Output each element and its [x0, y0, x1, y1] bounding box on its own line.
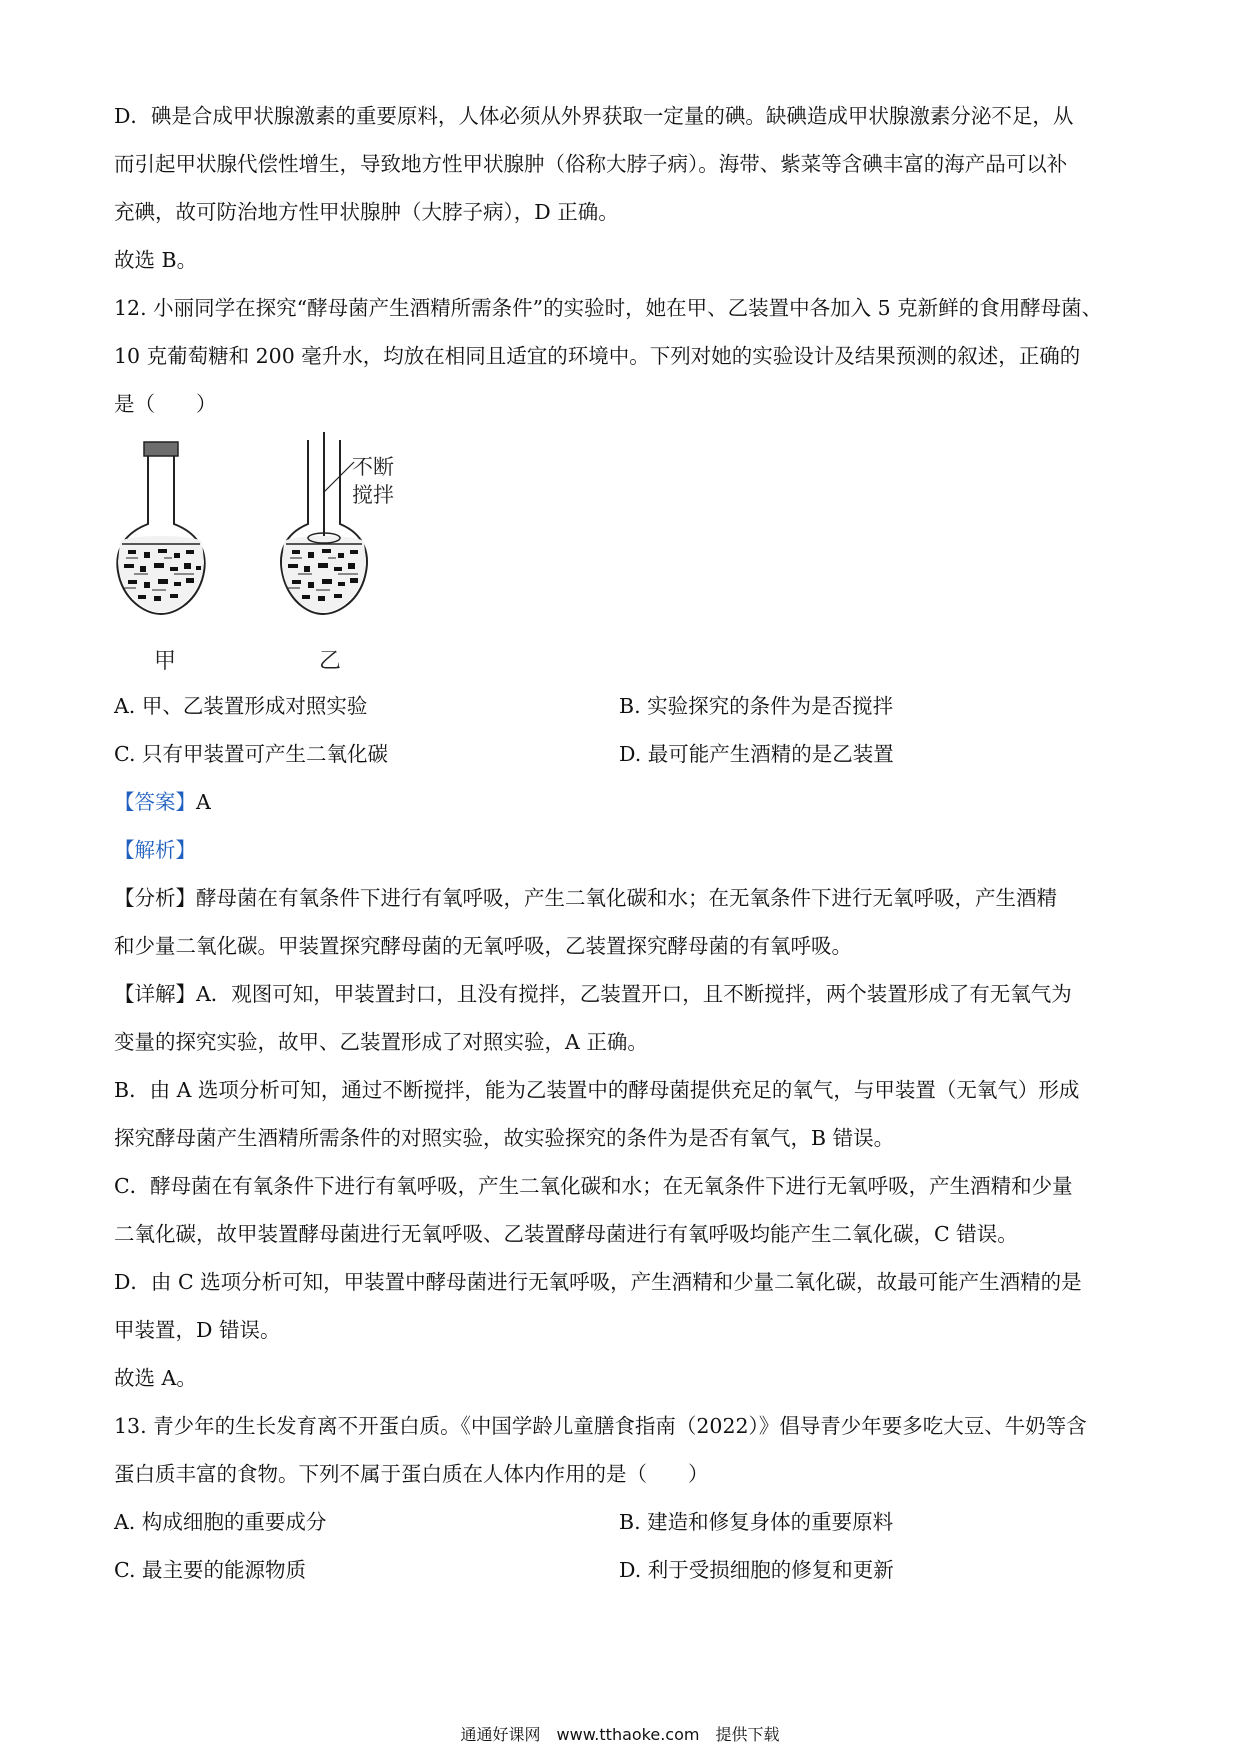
q12-option-b: B. 实验探究的条件为是否搅拌 [619, 694, 894, 718]
flask-yi-label: 乙 [319, 649, 342, 674]
q12-stem-line-3: 是（ ） [114, 392, 217, 416]
q11-line-2: 而引起甲状腺代偿性增生，导致地方性甲状腺肿（俗称大脖子病）。海带、紫菜等含碘丰富的海产品可以补 [114, 152, 1068, 176]
flask-diagram [114, 432, 434, 682]
q12-conclusion: 故选 A。 [114, 1366, 197, 1390]
q13-option-a: A. 构成细胞的重要成分 [114, 1510, 327, 1534]
q13-options-row-1 [114, 1498, 1124, 1546]
q12-stem-line-1: 12. 小丽同学在探究“酵母菌产生酒精所需条件”的实验时，她在甲、乙装置中各加入 5 克新鲜的食用酵母菌、 [114, 296, 1103, 320]
page-footer: 通通好课网 www.tthaoke.com 提供下载 [460, 1725, 780, 1744]
q13-option-d: D. 利于受损细胞的修复和更新 [619, 1558, 894, 1582]
flask-jia-label: 甲 [154, 649, 177, 674]
q12-option-d: D. 最可能产生酒精的是乙装置 [619, 742, 894, 766]
q12-options-row-1 [114, 682, 1124, 730]
q12-detail-c-line-1: C．酵母菌在有氧条件下进行有氧呼吸，产生二氧化碳和水；在无氧条件下进行无氧呼吸，产生酒精和少量 [114, 1174, 1073, 1198]
stir-label-line-1: 不断 [352, 455, 394, 479]
q12-detail-b-line-1: B．由 A 选项分析可知，通过不断搅拌，能为乙装置中的酵母菌提供充足的氧气，与甲装置（无氧气）形成 [114, 1078, 1080, 1102]
q11-conclusion: 故选 B。 [114, 248, 198, 272]
q12-fenxi-line-1: 【分析】酵母菌在有氧条件下进行有氧呼吸，产生二氧化碳和水；在无氧条件下进行无氧呼吸，产生酒精 [114, 886, 1057, 910]
answer-value: A [196, 790, 211, 814]
analysis-tag: 【解析】 [114, 838, 196, 862]
q12-options-row-2 [114, 730, 1124, 778]
q12-detail-d-line-2: 甲装置，D 错误。 [114, 1318, 281, 1342]
q11-line-3: 充碘，故可防治地方性甲状腺肿（大脖子病），D 正确。 [114, 200, 619, 224]
q12-detail-a-line-1: 【详解】A．观图可知，甲装置封口，且没有搅拌，乙装置开口，且不断搅拌，两个装置形成了有无氧气为 [114, 982, 1072, 1006]
q12-experiment-figure [114, 432, 1124, 682]
stir-label-line-2: 搅拌 [352, 483, 394, 507]
q11-line-1: D．碘是合成甲状腺激素的重要原料，人体必须从外界获取一定量的碘。缺碘造成甲状腺激素分泌不足，从 [114, 104, 1074, 128]
answer-tag: 【答案】 [114, 790, 196, 814]
q13-options-row-2 [114, 1546, 1124, 1594]
flask-jia [117, 442, 204, 614]
q13-stem-line-2: 蛋白质丰富的食物。下列不属于蛋白质在人体内作用的是（ ） [114, 1462, 709, 1486]
q12-option-a: A. 甲、乙装置形成对照实验 [114, 694, 368, 718]
q12-detail-b-line-2: 探究酵母菌产生酒精所需条件的对照实验，故实验探究的条件为是否有氧气，B 错误。 [114, 1126, 895, 1150]
stopper-icon [144, 442, 178, 456]
document-page [114, 92, 1124, 1594]
q12-detail-d-line-1: D．由 C 选项分析可知，甲装置中酵母菌进行无氧呼吸，产生酒精和少量二氧化碳，故最可能产生酒精的是 [114, 1270, 1082, 1294]
q12-detail-c-line-2: 二氧化碳，故甲装置酵母菌进行无氧呼吸、乙装置酵母菌进行有氧呼吸均能产生二氧化碳，C 错误。 [114, 1222, 1018, 1246]
q12-stem-line-2: 10 克葡萄糖和 200 毫升水，均放在相同且适宜的环境中。下列对她的实验设计及结果预测的叙述，正确的 [114, 344, 1081, 368]
q12-answer [114, 778, 1124, 826]
q13-option-b: B. 建造和修复身体的重要原料 [619, 1510, 894, 1534]
q12-detail-a-line-2: 变量的探究实验，故甲、乙装置形成了对照实验，A 正确。 [114, 1030, 648, 1054]
q12-option-c: C. 只有甲装置可产生二氧化碳 [114, 742, 388, 766]
q12-fenxi-line-2: 和少量二氧化碳。甲装置探究酵母菌的无氧呼吸，乙装置探究酵母菌的有氧呼吸。 [114, 934, 852, 958]
q13-stem-line-1: 13. 青少年的生长发育离不开蛋白质。《中国学龄儿童膳食指南（2022）》倡导青少年要多吃大豆、牛奶等含 [114, 1414, 1087, 1438]
q13-option-c: C. 最主要的能源物质 [114, 1558, 306, 1582]
q12-analysis-tag [114, 826, 1124, 874]
